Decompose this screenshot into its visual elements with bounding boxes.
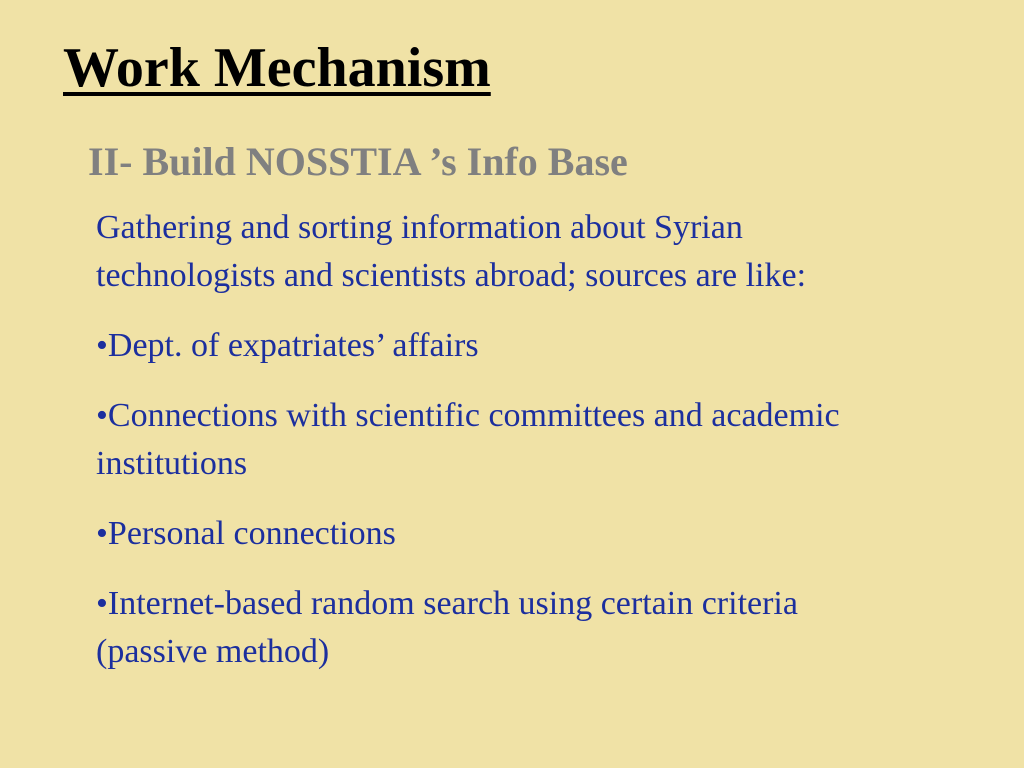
bullet-item: •Connections with scientific committees and academic institutions <box>96 397 840 482</box>
slide-title: Work Mechanism <box>63 37 491 99</box>
bullet-item: •Personal connections <box>96 515 396 552</box>
intro-paragraph: Gathering and sorting information about Syrian technologists and scientists abroad; sources are like: <box>96 209 807 294</box>
slide-subtitle: II- Build NOSSTIA ’s Info Base <box>88 139 628 184</box>
slide-body <box>96 204 886 698</box>
bullet-item: •Internet-based random search using certain criteria (passive method) <box>96 585 798 670</box>
bullet-item: •Dept. of expatriates’ affairs <box>96 327 479 364</box>
